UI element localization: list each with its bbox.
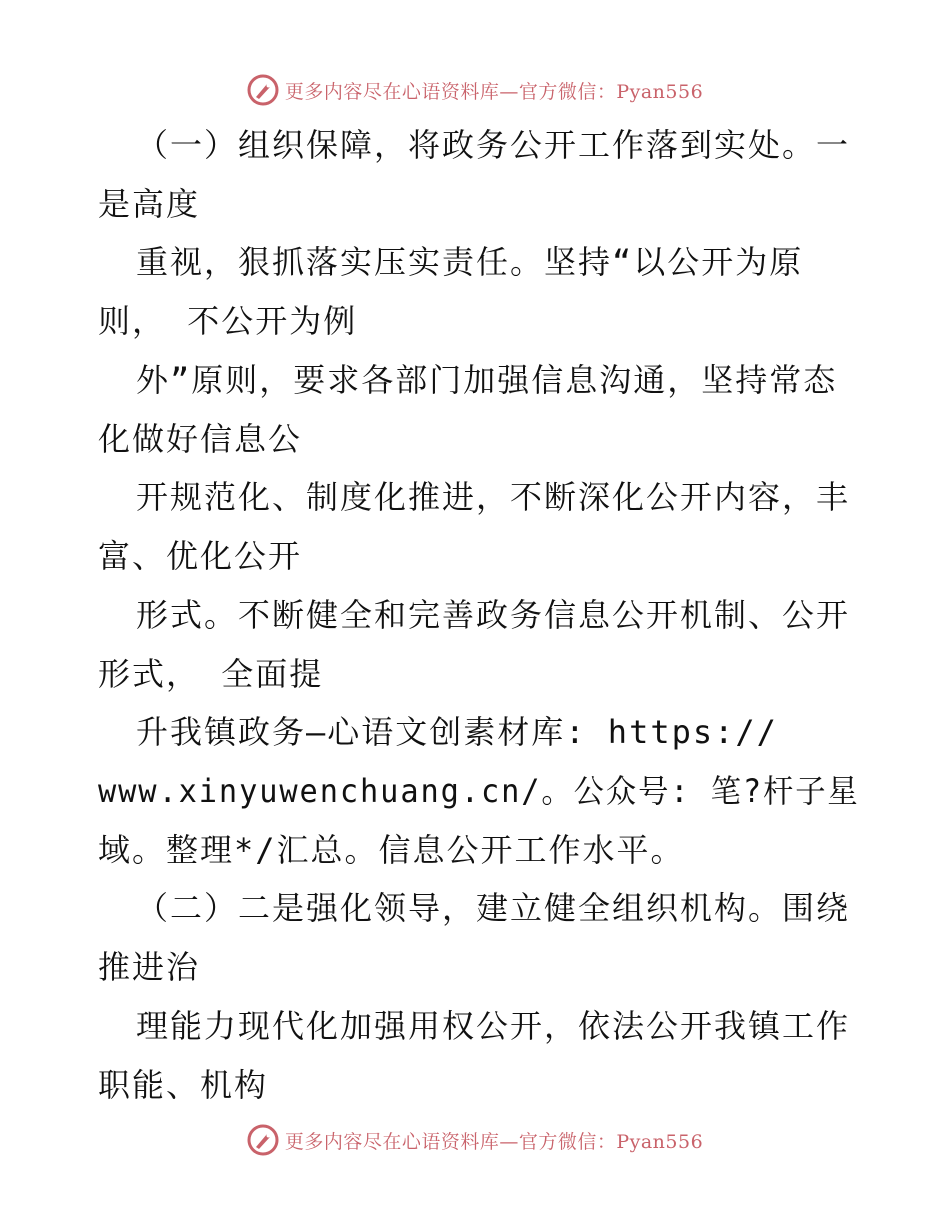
text-line: 理能力现代化加强用权公开，依法公开我镇工作 [136, 1007, 851, 1045]
text-line: www.xinyuwenchuang.cn/。公众号: 笔?杆子星 [98, 772, 860, 810]
text-line: 推进治 [98, 948, 201, 986]
text-line: （一）组织保障，将政务公开工作落到实处。一 [136, 126, 851, 164]
text-line: 重视，狠抓落实压实责任。坚持“以公开为原 [136, 243, 804, 281]
text-line: 开规范化、制度化推进，不断深化公开内容，丰 [136, 478, 851, 516]
text-line: 外”原则，要求各部门加强信息沟通，坚持常态 [136, 361, 838, 399]
text-line: 形式。不断健全和完善政务信息公开机制、公开 [136, 596, 851, 634]
footer-text: 更多内容尽在心语资料库—官方微信：Pyan556 [284, 1130, 704, 1153]
header-text: 更多内容尽在心语资料库—官方微信：Pyan556 [284, 80, 704, 103]
pen-logo-icon [247, 1124, 279, 1156]
footer-banner [0, 1120, 950, 1160]
text-line: 升我镇政务—心语文创素材库: https:// [136, 713, 778, 751]
text-line: 则， 不公开为例 [98, 302, 358, 340]
text-line: （二）二是强化领导，建立健全组织机构。围绕 [136, 889, 851, 927]
text-line: 富、优化公开 [98, 537, 303, 575]
text-line: 是高度 [98, 185, 201, 223]
text-line: 化做好信息公 [98, 420, 303, 458]
text-line: 域。整理*/汇总。信息公开工作水平。 [98, 831, 685, 869]
text-line: 形式， 全面提 [98, 655, 324, 693]
text-line: 职能、机构 [98, 1066, 269, 1104]
